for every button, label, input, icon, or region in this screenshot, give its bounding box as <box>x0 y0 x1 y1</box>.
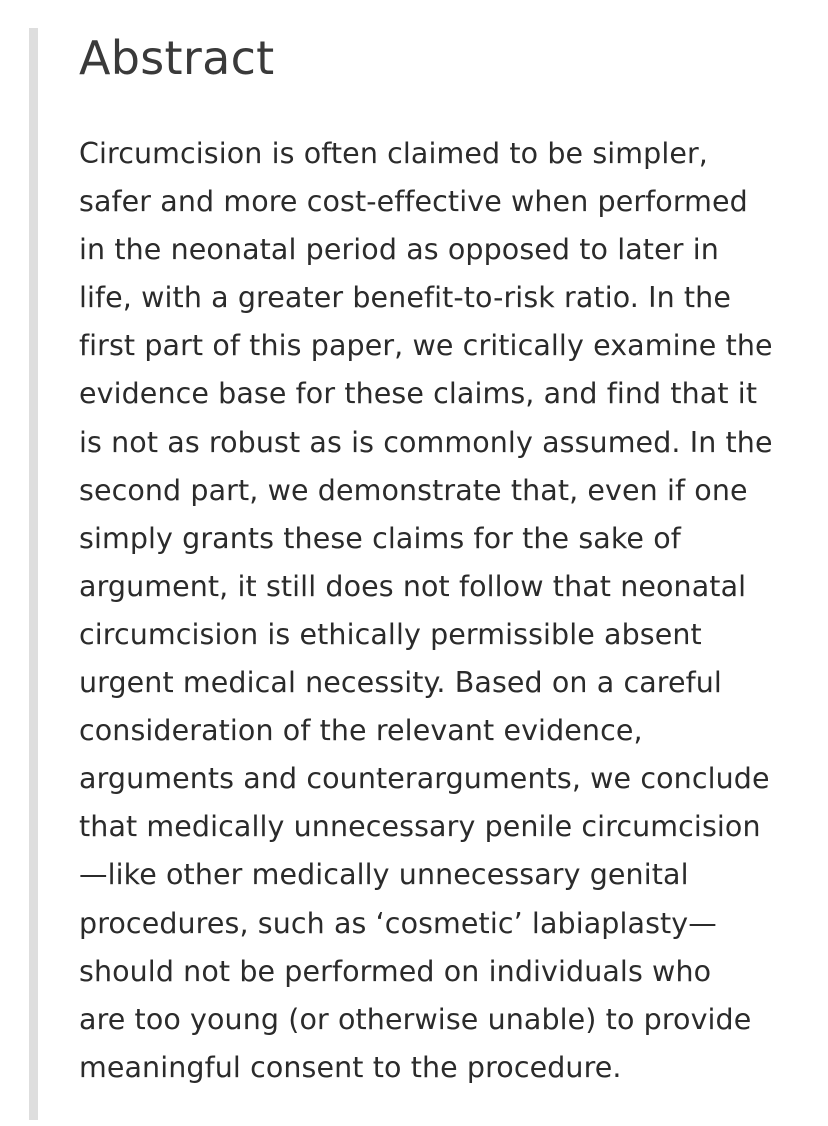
abstract-line: second part, we demonstrate that, even if one <box>79 473 748 507</box>
abstract-line: in the neonatal period as opposed to later in <box>79 233 719 267</box>
blockquote-bar <box>29 28 38 1120</box>
abstract-line: consideration of the relevant evidence, <box>79 714 643 748</box>
abstract-line: circumcision is ethically permissible absent <box>79 617 702 651</box>
abstract-section <box>79 26 819 1092</box>
abstract-line: urgent medical necessity. Based on a careful <box>79 666 722 700</box>
abstract-line: Circumcision is often claimed to be simpler, <box>79 137 708 170</box>
abstract-line: is not as robust as is commonly assumed. In the <box>79 425 773 459</box>
abstract-line: simply grants these claims for the sake of <box>79 521 681 555</box>
abstract-line: that medically unnecessary penile circumcision <box>79 810 761 844</box>
abstract-line: safer and more cost-effective when performed <box>79 185 748 219</box>
abstract-body <box>79 130 819 1092</box>
abstract-line: evidence base for these claims, and find that it <box>79 377 758 411</box>
abstract-line: first part of this paper, we critically examine the <box>79 329 773 363</box>
abstract-line: should not be performed on individuals who <box>79 954 712 988</box>
abstract-line: are too young (or otherwise unable) to provide <box>79 1002 752 1036</box>
abstract-line: life, with a greater benefit-to-risk ratio. In the <box>79 281 731 315</box>
abstract-line: argument, it still does not follow that neonatal <box>79 569 747 603</box>
abstract-line: arguments and counterarguments, we conclude <box>79 762 770 796</box>
abstract-line: meaningful consent to the procedure. <box>79 1050 622 1084</box>
abstract-line: —like other medically unnecessary genital <box>79 858 689 892</box>
abstract-heading: Abstract <box>79 31 275 85</box>
abstract-line: procedures, such as ‘cosmetic’ labiaplasty— <box>79 906 717 940</box>
